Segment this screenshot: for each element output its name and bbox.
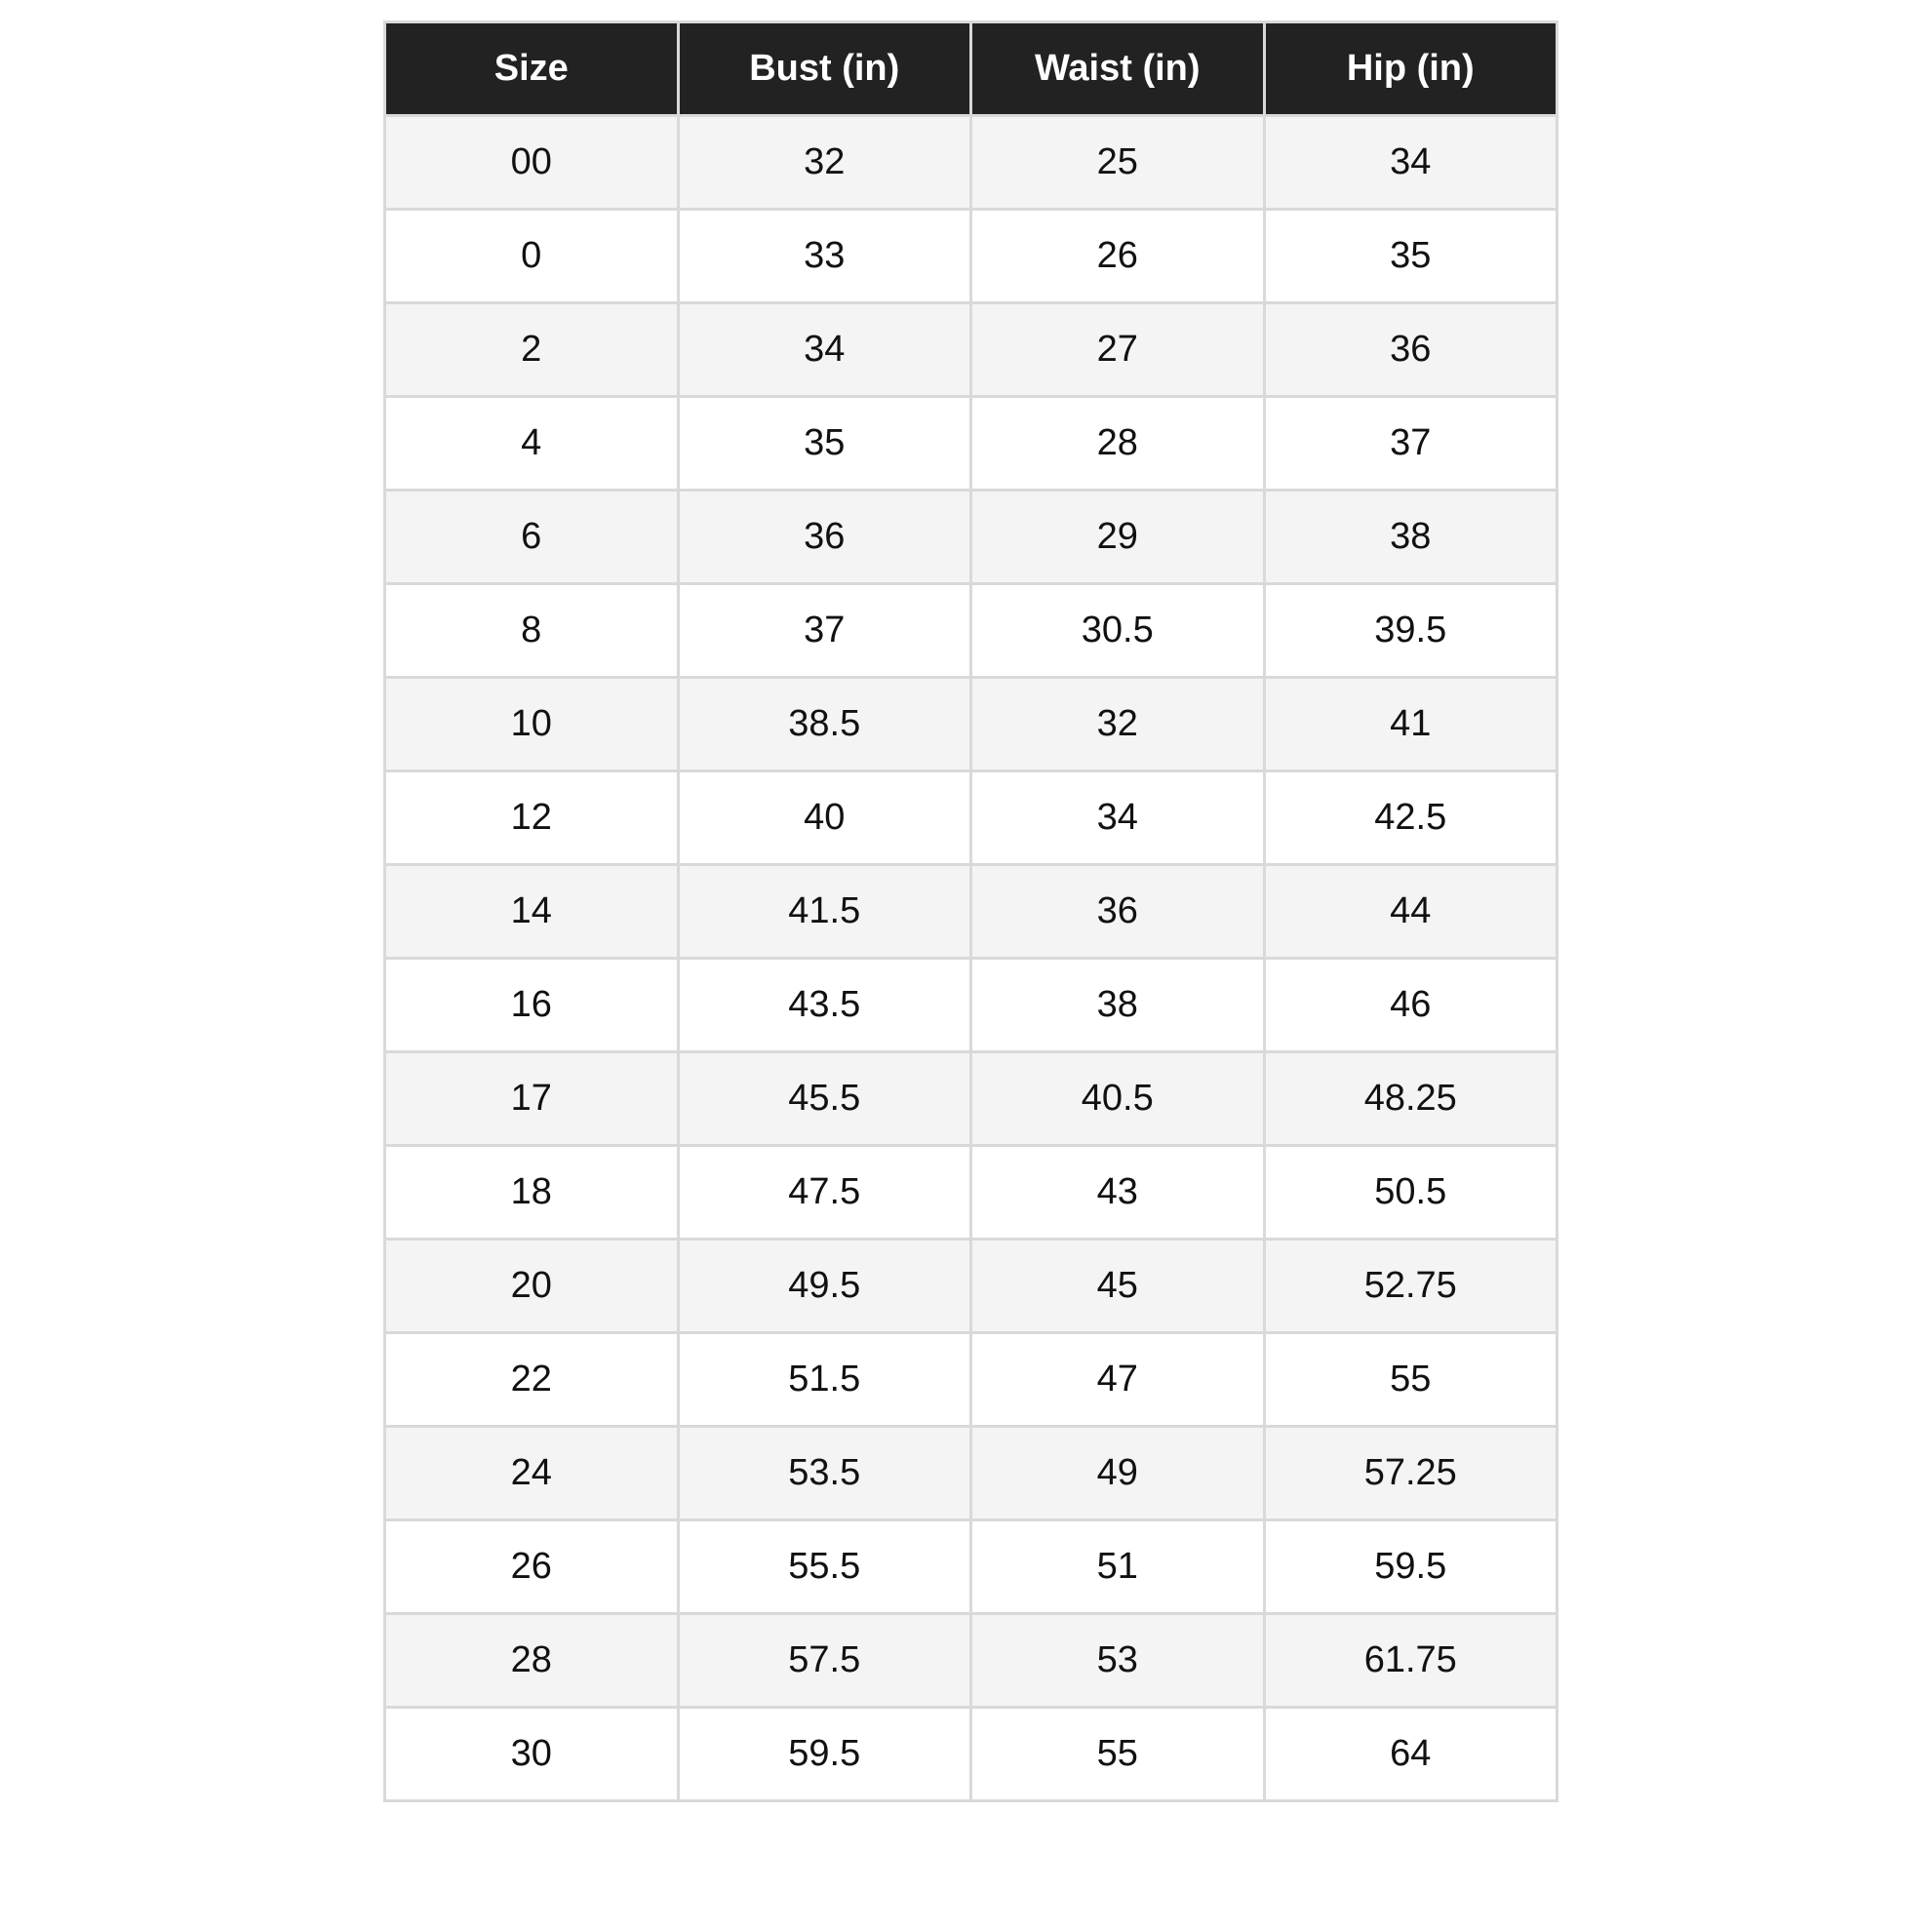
bust-cell: 49.5 (678, 1240, 971, 1333)
waist-cell: 51 (971, 1520, 1265, 1614)
hip-cell: 34 (1264, 116, 1557, 210)
table-row (385, 584, 1557, 678)
size-cell: 24 (385, 1427, 679, 1520)
bust-cell: 59.5 (678, 1708, 971, 1801)
bust-cell: 33 (678, 210, 971, 303)
table-row (385, 959, 1557, 1052)
hip-cell: 35 (1264, 210, 1557, 303)
hip-cell: 37 (1264, 397, 1557, 491)
header-bust: Bust (in) (678, 22, 971, 116)
size-cell: 30 (385, 1708, 679, 1801)
size-cell: 00 (385, 116, 679, 210)
bust-cell: 47.5 (678, 1146, 971, 1240)
waist-cell: 25 (971, 116, 1265, 210)
waist-cell: 28 (971, 397, 1265, 491)
bust-cell: 37 (678, 584, 971, 678)
bust-cell: 36 (678, 491, 971, 584)
waist-cell: 30.5 (971, 584, 1265, 678)
header-hip: Hip (in) (1264, 22, 1557, 116)
waist-cell: 49 (971, 1427, 1265, 1520)
waist-cell: 55 (971, 1708, 1265, 1801)
size-cell: 26 (385, 1520, 679, 1614)
size-cell: 10 (385, 678, 679, 771)
hip-cell: 42.5 (1264, 771, 1557, 865)
table-row (385, 1333, 1557, 1427)
size-cell: 4 (385, 397, 679, 491)
table-row (385, 303, 1557, 397)
size-cell: 6 (385, 491, 679, 584)
waist-cell: 43 (971, 1146, 1265, 1240)
waist-cell: 45 (971, 1240, 1265, 1333)
table-row (385, 210, 1557, 303)
table-row (385, 1520, 1557, 1614)
hip-cell: 50.5 (1264, 1146, 1557, 1240)
waist-cell: 32 (971, 678, 1265, 771)
hip-cell: 59.5 (1264, 1520, 1557, 1614)
bust-cell: 41.5 (678, 865, 971, 959)
table-body (385, 116, 1557, 1801)
bust-cell: 45.5 (678, 1052, 971, 1146)
size-cell: 14 (385, 865, 679, 959)
size-cell: 20 (385, 1240, 679, 1333)
table-row (385, 1614, 1557, 1708)
header-row (385, 22, 1557, 116)
hip-cell: 39.5 (1264, 584, 1557, 678)
waist-cell: 26 (971, 210, 1265, 303)
table-row (385, 1708, 1557, 1801)
hip-cell: 64 (1264, 1708, 1557, 1801)
hip-cell: 52.75 (1264, 1240, 1557, 1333)
hip-cell: 61.75 (1264, 1614, 1557, 1708)
hip-cell: 36 (1264, 303, 1557, 397)
table-row (385, 1146, 1557, 1240)
bust-cell: 53.5 (678, 1427, 971, 1520)
hip-cell: 48.25 (1264, 1052, 1557, 1146)
bust-cell: 35 (678, 397, 971, 491)
size-cell: 16 (385, 959, 679, 1052)
table-row (385, 1052, 1557, 1146)
waist-cell: 38 (971, 959, 1265, 1052)
header-size: Size (385, 22, 679, 116)
size-cell: 2 (385, 303, 679, 397)
size-cell: 17 (385, 1052, 679, 1146)
table-row (385, 116, 1557, 210)
hip-cell: 38 (1264, 491, 1557, 584)
size-cell: 8 (385, 584, 679, 678)
bust-cell: 40 (678, 771, 971, 865)
table-row (385, 1240, 1557, 1333)
bust-cell: 55.5 (678, 1520, 971, 1614)
size-cell: 18 (385, 1146, 679, 1240)
waist-cell: 47 (971, 1333, 1265, 1427)
waist-cell: 29 (971, 491, 1265, 584)
bust-cell: 43.5 (678, 959, 971, 1052)
table-row (385, 865, 1557, 959)
bust-cell: 57.5 (678, 1614, 971, 1708)
waist-cell: 40.5 (971, 1052, 1265, 1146)
table-row (385, 678, 1557, 771)
size-cell: 28 (385, 1614, 679, 1708)
waist-cell: 34 (971, 771, 1265, 865)
hip-cell: 44 (1264, 865, 1557, 959)
header-waist: Waist (in) (971, 22, 1265, 116)
size-chart-table (383, 20, 1558, 1802)
waist-cell: 53 (971, 1614, 1265, 1708)
hip-cell: 55 (1264, 1333, 1557, 1427)
size-cell: 0 (385, 210, 679, 303)
table-row (385, 397, 1557, 491)
bust-cell: 38.5 (678, 678, 971, 771)
table-row (385, 771, 1557, 865)
table-row (385, 491, 1557, 584)
waist-cell: 27 (971, 303, 1265, 397)
table-row (385, 1427, 1557, 1520)
bust-cell: 34 (678, 303, 971, 397)
size-cell: 12 (385, 771, 679, 865)
table-header (385, 22, 1557, 116)
size-cell: 22 (385, 1333, 679, 1427)
hip-cell: 57.25 (1264, 1427, 1557, 1520)
hip-cell: 41 (1264, 678, 1557, 771)
bust-cell: 51.5 (678, 1333, 971, 1427)
bust-cell: 32 (678, 116, 971, 210)
hip-cell: 46 (1264, 959, 1557, 1052)
waist-cell: 36 (971, 865, 1265, 959)
